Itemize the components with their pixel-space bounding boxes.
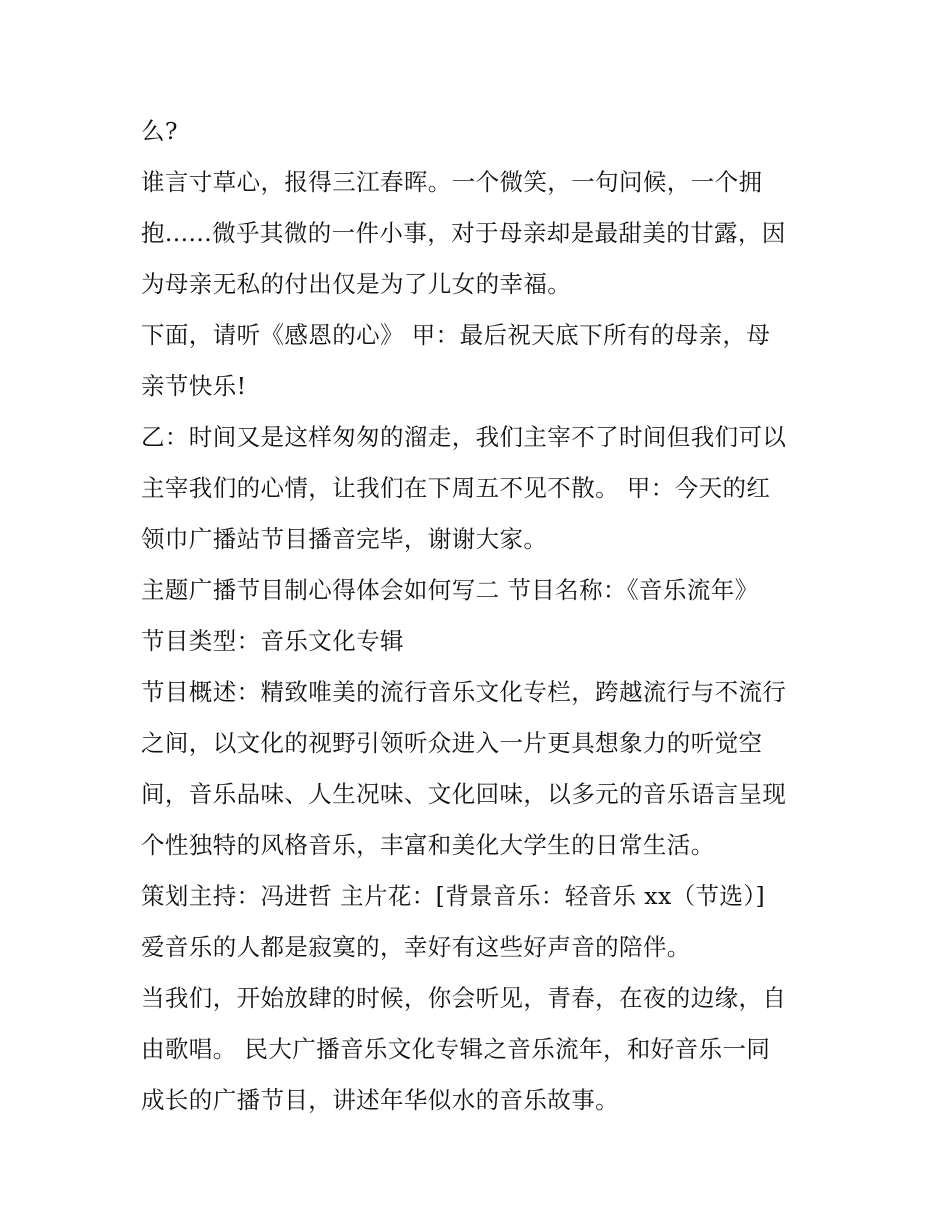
text-line: 乙：时间又是这样匆匆的溜走，我们主宰不了时间但我们可以 [141,423,787,451]
text-line: 当我们，开始放肆的时候，你会听见，青春，在夜的边缘，自 [141,984,787,1012]
text-line: 下面，请听《感恩的心》 甲：最后祝天底下所有的母亲，母 [141,321,771,349]
text-line: 亲节快乐! [141,372,247,400]
text-line: 爱音乐的人都是寂寞的，幸好有这些好声音的陪伴。 [141,933,691,961]
text-line: 由歌唱。 民大广播音乐文化专辑之音乐流年，和好音乐一同 [141,1035,771,1063]
text-line: 节目概述：精致唯美的流行音乐文化专栏，跨越流行与不流行 [141,678,787,706]
text-line: 领巾广播站节目播音完毕，谢谢大家。 [141,525,548,553]
text-line: 抱......微乎其微的一件小事，对于母亲却是最甜美的甘露，因 [141,219,786,247]
text-line: 节目类型：音乐文化专辑 [141,627,404,655]
text-line: 么? [141,117,178,145]
text-line: 策划主持：冯进哲 主片花：[背景音乐：轻音乐 xx（节选）] [141,882,766,910]
text-line: 之间，以文化的视野引领听众进入一片更具想象力的听觉空 [141,729,763,757]
text-line: 主宰我们的心情，让我们在下周五不见不散。 甲：今天的红 [141,474,771,502]
text-line: 间，音乐品味、人生况味、文化回味，以多元的音乐语言呈现 [141,780,787,808]
text-line: 谁言寸草心，报得三江春晖。一个微笑，一句问候，一个拥 [141,168,763,196]
text-line: 主题广播节目制心得体会如何写二 节目名称：《音乐流年》 [141,576,759,604]
text-line: 为母亲无私的付出仅是为了儿女的幸福。 [141,270,572,298]
document-body [141,106,831,1126]
text-line: 成长的广播节目，讲述年华似水的音乐故事。 [141,1086,619,1114]
text-line: 个性独特的风格音乐，丰富和美化大学生的日常生活。 [141,831,715,859]
